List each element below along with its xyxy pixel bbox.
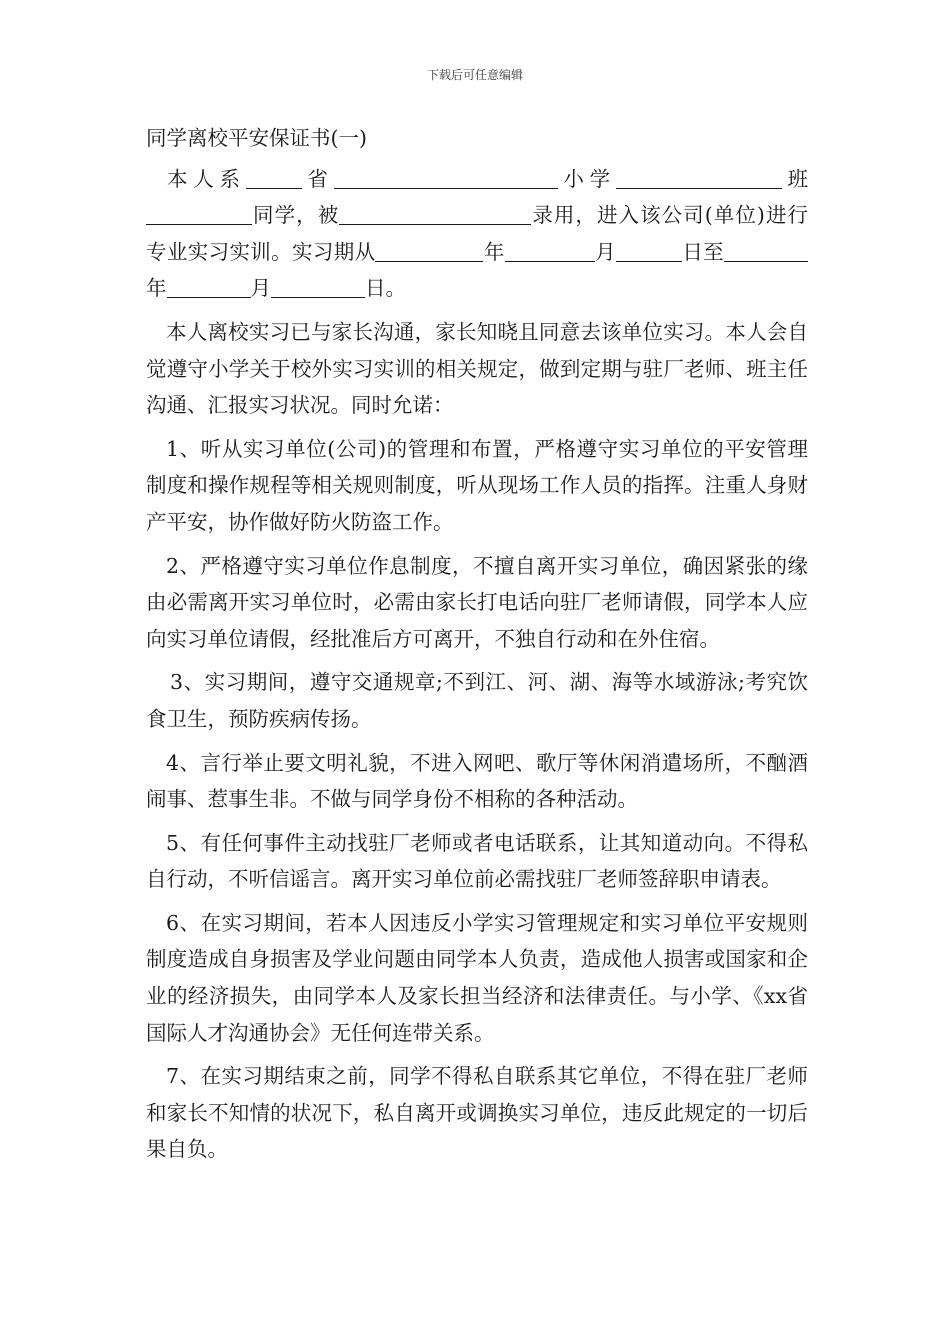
document-body [146, 120, 808, 1175]
form-text: 小学 [557, 166, 616, 191]
blank-end-year-b[interactable] [798, 239, 808, 262]
form-text: 月 [250, 276, 271, 301]
paragraph-item-6: 6、在实习期间，若本人因违反小学实习管理规定和实习单位平安规则制度造成自身损害及学业问题由同学本人负责，造成他人损害或国家和企业的经济损失，由同学本人及家长担当经济和法律责任。与小学、《xx省国际人才沟通协会》无任何连带关系。 [146, 910, 808, 1045]
header-note: 下载后可任意编辑 [426, 68, 523, 82]
blank-start-day[interactable] [616, 239, 682, 262]
paragraph-item-1: 1、听从实习单位(公司)的管理和布置，严格遵守实习单位的平安管理制度和操作规程等相关规则制度，听从现场工作人员的指挥。注重人身财产平安，协作做好防火防盗工作。 [146, 436, 808, 534]
blank-start-month[interactable] [505, 239, 595, 262]
form-text: 省 [301, 166, 334, 191]
form-text: 班 [781, 166, 809, 191]
blank-start-year[interactable] [375, 239, 483, 262]
document-title: 同学离校平安保证书(一) [146, 126, 367, 150]
blank-province[interactable] [246, 166, 302, 189]
paragraph-item-5: 5、有任何事件主动找驻厂老师或者电话联系，让其知道动向。不得私自行动，不听信谣言。离开实习单位前必需找驻厂老师签辞职申请表。 [146, 830, 808, 892]
blank-company[interactable] [339, 202, 531, 225]
form-text: 日至 [681, 239, 725, 264]
paragraph-item-4: 4、言行举止要文明礼貌，不进入网吧、歌厅等休闲消遣场所，不酗酒闹事、惹事生非。不做与同学身份不相称的各种活动。 [146, 750, 808, 812]
blank-school[interactable] [616, 166, 782, 189]
form-text: 年 [146, 276, 167, 301]
form-text: 同学，被 [252, 203, 340, 228]
blank-end-year-a[interactable] [724, 239, 798, 262]
blank-end-day[interactable] [271, 275, 365, 298]
form-text: 年 [483, 239, 505, 264]
blank-end-month[interactable] [167, 275, 251, 298]
blank-class-a[interactable] [146, 202, 198, 225]
paragraph-item-3: 3、实习期间，遵守交通规章;不到江、河、湖、海等水域游泳;考究饮食卫生，预防疾病传扬。 [146, 670, 808, 731]
form-paragraph [146, 161, 808, 307]
form-text: 月 [594, 239, 616, 264]
paragraph-item-2: 2、严格遵守实习单位作息制度，不擅自离开实习单位，确因紧张的缘由必需离开实习单位时，必需由家长打电话向驻厂老师请假，同学本人应向实习单位请假，经批准后方可离开，不独自行动和在外住宿。 [146, 553, 808, 651]
blank-class-b[interactable] [198, 202, 252, 225]
form-text: 录用，进入该公司(单位)进行专业实习实训。实习期从 [146, 203, 808, 264]
blank-city[interactable] [334, 166, 558, 189]
paragraph-intro: 本人离校实习已与家长沟通，家长知晓且同意去该单位实习。本人会自觉遵守小学关于校外实习实训的相关规定，做到定期与驻厂老师、班主任沟通、汇报实习状况。同时允诺： [146, 319, 808, 418]
paragraph-item-7: 7、在实习期结束之前，同学不得私自联系其它单位，不得在驻厂老师和家长不知情的状况下，私自离开或调换实习单位，违反此规定的一切后果自负。 [146, 1064, 808, 1162]
form-text: 本人系 [167, 166, 246, 191]
form-text: 日。 [365, 276, 406, 301]
